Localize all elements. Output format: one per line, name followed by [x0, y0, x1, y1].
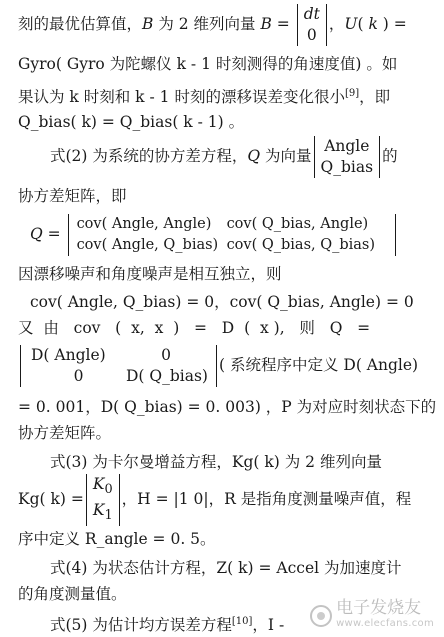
text-line-4: Q_bias( k) = Q_bias( k - 1) 。	[18, 113, 245, 131]
text-span: ，	[328, 15, 345, 33]
watermark-logo-icon	[310, 605, 332, 627]
matrix-cell: Angle	[324, 137, 370, 155]
text-span: 式(2) 为系统的协方差方程，	[50, 147, 248, 165]
text-line-12: = 0. 001，D( Q_bias) = 0. 003) ，P 为对应时刻状态下的	[18, 398, 437, 416]
text-span: 刻的最优估算值，	[18, 15, 143, 33]
matrix-row	[77, 214, 387, 235]
matrix-q	[68, 214, 396, 256]
d-matrix-line	[18, 340, 418, 390]
matrix-row	[77, 235, 387, 256]
symbol-k: k	[368, 15, 378, 33]
matrix-row	[31, 345, 206, 366]
text-line-14: 式(3) 为卡尔曼增益方程，Kg( k) 为 2 维列向量	[50, 453, 382, 471]
matrix-row	[31, 366, 206, 387]
watermark	[310, 598, 434, 631]
text-line-1	[18, 0, 430, 48]
matrix-cell: Q_bias	[320, 158, 374, 176]
vector-angle-qbias	[314, 136, 381, 178]
text-line-10: 又 由 cov ( x, x ) = D ( x ), 则 Q =	[18, 319, 371, 337]
text-span: 的	[382, 147, 398, 165]
symbol-k: K	[92, 501, 105, 520]
matrix-cell: D( Angle)	[31, 346, 106, 364]
matrix-cell: D( Q_bias)	[126, 367, 208, 385]
matrix-kg	[86, 474, 120, 526]
matrix-cell: cov( Angle, Angle)	[76, 216, 212, 232]
text-span: ( 系统程序中定义 D( Angle)	[219, 356, 419, 374]
matrix-cell: cov( Q_bias, Q_bias)	[226, 237, 376, 253]
citation-ref: [10]	[231, 616, 253, 627]
symbol-q: Q =	[30, 225, 61, 243]
symbol-q: Q	[247, 147, 261, 165]
subscript: 0	[104, 482, 113, 498]
text-span: (	[357, 15, 369, 33]
text-line-13: 协方差矩阵。	[18, 424, 112, 442]
text-span: 果认为 k 时刻和 k - 1 时刻的漂移误差变化很小	[18, 88, 345, 107]
text-line-16: 序中定义 R_angle = 0. 5。	[18, 530, 216, 548]
matrix-cell: 0	[161, 346, 171, 364]
matrix-cell	[93, 474, 113, 500]
symbol-k: K	[92, 475, 105, 493]
text-line-17: 式(4) 为状态估计方程，Z( k) = Accel 为加速度计	[50, 559, 402, 577]
text-span: ，I -	[252, 616, 285, 635]
q-matrix-equation	[30, 210, 398, 258]
citation-ref: [9]	[344, 88, 360, 99]
text-span: Kg( k) =	[18, 490, 84, 509]
text-span: 为向量	[260, 147, 312, 165]
matrix-d	[20, 345, 217, 387]
text-line-5	[50, 132, 430, 180]
text-span: ，H = |1 0|，R 是指角度测量噪声值，程	[121, 490, 412, 509]
matrix-cell: cov( Q_bias, Angle)	[226, 216, 369, 232]
matrix-b	[297, 4, 327, 46]
text-span: =	[271, 15, 295, 33]
matrix-cell: cov( Angle, Q_bias)	[76, 237, 219, 253]
subscript: 1	[104, 508, 113, 524]
symbol-b: B	[260, 15, 272, 33]
text-line-8: 因漂移噪声和角度噪声是相互独立，则	[18, 265, 282, 283]
watermark-text: 电子发烧友	[336, 598, 422, 618]
text-span: ，即	[359, 88, 391, 107]
text-span: 式(5) 为估计均方误差方程	[50, 616, 232, 635]
text-line-6: 协方差矩阵，即	[18, 187, 127, 205]
text-line-9: cov( Angle, Q_bias) = 0，cov( Q_bias, Angle) = 0	[30, 293, 414, 311]
matrix-cell	[93, 500, 113, 526]
matrix-cell: 0	[306, 26, 317, 44]
symbol-u: U	[344, 15, 358, 33]
symbol-b: B	[142, 15, 154, 33]
text-line-2: Gyro( Gyro 为陀螺仪 k - 1 时刻测得的角速度值) 。如	[18, 55, 398, 73]
kg-vector-line	[18, 474, 411, 522]
text-line-18: 的角度测量值。	[18, 585, 127, 603]
text-span: ) =	[377, 15, 407, 33]
matrix-cell: 0	[73, 367, 84, 385]
text-span: 为 2 维列向量	[153, 15, 261, 33]
matrix-cell: dt	[303, 5, 320, 23]
text-line-3	[18, 82, 430, 109]
watermark-url: www.elecfans.com	[336, 618, 434, 629]
